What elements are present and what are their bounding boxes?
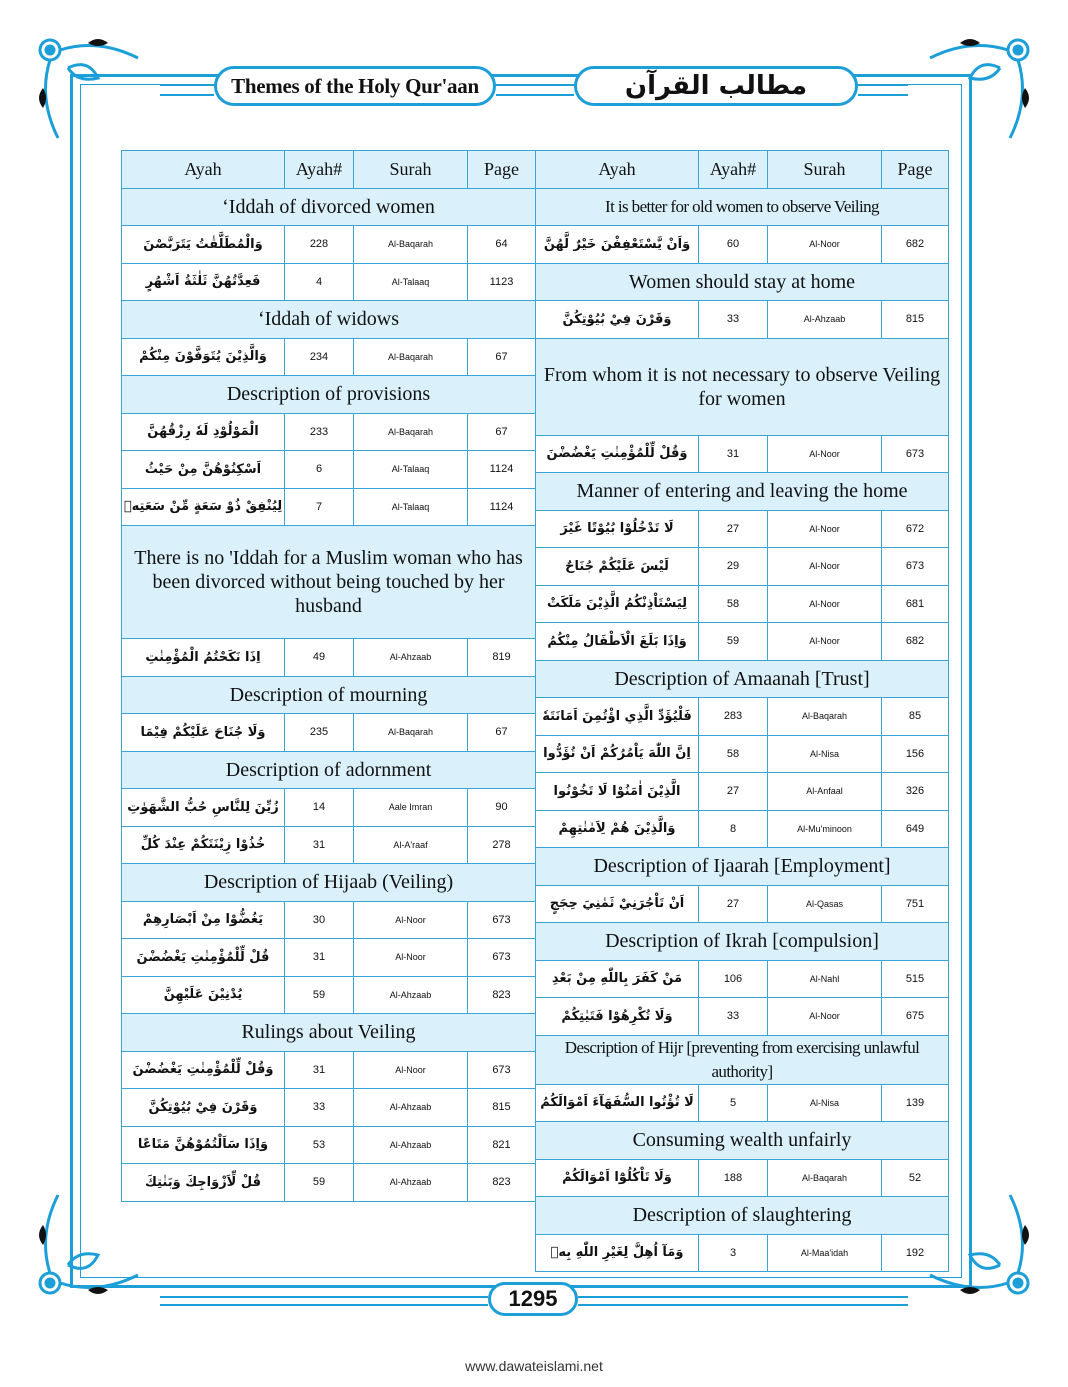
theme-heading-row (122, 864, 536, 902)
corner-ornament-icon (28, 28, 158, 158)
ayah-number: 31 (285, 939, 354, 977)
page-ref: 515 (882, 960, 949, 998)
theme-heading-row (536, 1122, 949, 1160)
page-ref: 815 (468, 1089, 536, 1127)
surah-name: Al-Baqarah (768, 1159, 882, 1197)
page-ref: 64 (468, 226, 536, 264)
ayah-number: 31 (285, 1051, 354, 1089)
theme-heading-row (122, 1014, 536, 1052)
footer-rule (160, 1296, 488, 1306)
page-ref: 278 (468, 826, 536, 864)
surah-name: Al-Noor (768, 585, 882, 623)
ayah-text: وَلَا تُكْرِهُوْا فَتَيٰتِكُمْ (536, 998, 699, 1036)
ayah-number: 53 (285, 1126, 354, 1164)
ayah-number: 27 (699, 885, 768, 923)
page-ref: 673 (882, 548, 949, 586)
theme-heading: Women should stay at home (536, 263, 949, 301)
website-url: www.dawateislami.net (465, 1358, 603, 1374)
theme-heading: Consuming wealth unfairly (536, 1122, 949, 1160)
page-ref: 673 (468, 939, 536, 977)
page-ref: 682 (882, 623, 949, 661)
table-row (536, 885, 949, 923)
table-row (122, 488, 536, 526)
theme-heading: Description of provisions (122, 376, 536, 414)
theme-heading-row (536, 848, 949, 886)
theme-heading: Description of Hijr [preventing from exercising unlawful authority] (536, 1035, 949, 1084)
page-ref: 819 (468, 639, 536, 677)
theme-heading: ‘Iddah of divorced women (122, 188, 536, 226)
ayah-text: وَاِذَا سَاَلْتُمُوْهُنَّ مَتَاعًا (122, 1126, 285, 1164)
surah-name: Al-Maa'idah (768, 1234, 882, 1272)
column-header-ayah-number: Ayah# (699, 151, 768, 189)
header-rule (496, 84, 574, 96)
ayah-text: وَاِذَا بَلَغَ الْاَطْفَالُ مِنْكُمُ (536, 623, 699, 661)
surah-name: Al-Anfaal (768, 773, 882, 811)
surah-name: Al-Ahzaab (354, 1126, 468, 1164)
ayah-text: فَلْيُؤَدِّ الَّذِي اؤْتُمِنَ اَمَانَتَهٗ (536, 698, 699, 736)
ayah-number: 7 (285, 488, 354, 526)
surah-name: Al-Talaaq (354, 488, 468, 526)
page-ref: 139 (882, 1084, 949, 1122)
column-header-page: Page (882, 151, 949, 189)
ayah-text: وَقَرْنَ فِيْ بُيُوْتِكُنَّ (536, 301, 699, 339)
ayah-text: الْمَوْلُوْدِ لَهٗ رِزْقُهُنَّ (122, 413, 285, 451)
ayah-number: 59 (285, 1164, 354, 1202)
page-ref: 156 (882, 735, 949, 773)
page-ref: 673 (468, 1051, 536, 1089)
ayah-text: خُذُوْا زِيْنَتَكُمْ عِنْدَ كُلِّ (122, 826, 285, 864)
page-ref: 67 (468, 413, 536, 451)
header-rule (858, 84, 908, 96)
theme-heading-row (536, 338, 949, 435)
page-ref: 751 (882, 885, 949, 923)
page-ref: 1123 (468, 263, 536, 301)
surah-name: Al-Nisa (768, 1084, 882, 1122)
ayah-number: 6 (285, 451, 354, 489)
table-row (536, 623, 949, 661)
table-row (536, 960, 949, 998)
ayah-text: اَسْكِنُوْهُنَّ مِنْ حَيْثُ (122, 451, 285, 489)
surah-name: Al-Ahzaab (354, 1089, 468, 1127)
surah-name: Al-Noor (768, 510, 882, 548)
ayah-number: 33 (285, 1089, 354, 1127)
surah-name: Al-Ahzaab (768, 301, 882, 339)
surah-name: Al-Noor (768, 623, 882, 661)
theme-heading-row (536, 923, 949, 961)
ayah-number: 27 (699, 773, 768, 811)
surah-name: Al-Noor (768, 548, 882, 586)
page-ref: 67 (468, 338, 536, 376)
column-header-page: Page (468, 151, 536, 189)
ayah-text: يُدْنِيْنَ عَلَيْهِنَّ (122, 976, 285, 1014)
ayah-text: لِيُنْفِقْ ذُوْ سَعَةٍ مِّنْ سَعَتِهٖ (122, 488, 285, 526)
table-row (536, 735, 949, 773)
surah-name: Al-Baqarah (354, 413, 468, 451)
page-ref: 681 (882, 585, 949, 623)
ayah-number: 234 (285, 338, 354, 376)
surah-name: Al-Talaaq (354, 451, 468, 489)
ayah-number: 31 (699, 435, 768, 473)
theme-heading: Rulings about Veiling (122, 1014, 536, 1052)
ayah-number: 14 (285, 789, 354, 827)
ayah-text: قُلْ لِّلْمُؤْمِنٰتِ يَغْضُضْنَ (122, 939, 285, 977)
theme-heading-row (122, 301, 536, 339)
ayah-text: وَالْمُطَلَّقٰتُ يَتَرَبَّصْنَ (122, 226, 285, 264)
ayah-number: 228 (285, 226, 354, 264)
ayah-number: 8 (699, 810, 768, 848)
table-row (122, 1126, 536, 1164)
table-row (536, 773, 949, 811)
page-ref: 821 (468, 1126, 536, 1164)
surah-name: Al-Noor (768, 998, 882, 1036)
corner-ornament-icon (910, 28, 1040, 158)
table-row (536, 301, 949, 339)
ayah-number: 4 (285, 263, 354, 301)
surah-name: Aale Imran (354, 789, 468, 827)
surah-name: Al-Baqarah (354, 338, 468, 376)
page-ref: 90 (468, 789, 536, 827)
ayah-number: 33 (699, 998, 768, 1036)
table-row (122, 263, 536, 301)
ayah-text: الَّذِيْنَ اٰمَنُوْا لَا تَخُوْنُوا (536, 773, 699, 811)
ayah-text: وَقَرْنَ فِيْ بُيُوْتِكُنَّ (122, 1089, 285, 1127)
column-header-ayah: Ayah (122, 151, 285, 189)
ayah-number: 30 (285, 901, 354, 939)
page-ref: 673 (468, 901, 536, 939)
theme-heading: Description of Hijaab (Veiling) (122, 864, 536, 902)
ayah-text: قُلْ لِّاَزْوَاجِكَ وَبَنٰتِكَ (122, 1164, 285, 1202)
ayah-text: فَعِدَّتُهُنَّ ثَلٰثَةُ اَشْهُرٍ (122, 263, 285, 301)
page-ref: 682 (882, 226, 949, 264)
ayah-number: 59 (285, 976, 354, 1014)
column-header-ayah: Ayah (536, 151, 699, 189)
page-ref: 675 (882, 998, 949, 1036)
page-ref: 85 (882, 698, 949, 736)
page-ref: 67 (468, 714, 536, 752)
surah-name: Al-Noor (354, 901, 468, 939)
page-ref: 672 (882, 510, 949, 548)
table-row (122, 976, 536, 1014)
column-header-surah: Surah (354, 151, 468, 189)
ayah-number: 29 (699, 548, 768, 586)
ayah-text: اِنَّ اللّٰهَ يَاْمُرُكُمْ اَنْ تُؤَدُّوا (536, 735, 699, 773)
ayah-text: وَلَا تَاْكُلُوْٓا اَمْوَالَكُمْ (536, 1159, 699, 1197)
table-row (122, 451, 536, 489)
surah-name: Al-Ahzaab (354, 976, 468, 1014)
theme-heading-row (536, 660, 949, 698)
theme-heading-row (122, 676, 536, 714)
ayah-number: 233 (285, 413, 354, 451)
ayah-text: زُيِّنَ لِلنَّاسِ حُبُّ الشَّهَوٰتِ (122, 789, 285, 827)
ayah-number: 49 (285, 639, 354, 677)
ayah-text: وَالَّذِيْنَ هُمْ لِاَمٰنٰتِهِمْ (536, 810, 699, 848)
column-header-ayah-number: Ayah# (285, 151, 354, 189)
ayah-text: مَنْ كَفَرَ بِاللّٰهِ مِنْ بَعْدِ (536, 960, 699, 998)
theme-heading: Description of Amaanah [Trust] (536, 660, 949, 698)
ayah-text: يَغُضُّوْا مِنْ اَبْصَارِهِمْ (122, 901, 285, 939)
footer-rule (578, 1296, 908, 1306)
theme-heading: Manner of entering and leaving the home (536, 473, 949, 511)
page-ref: 52 (882, 1159, 949, 1197)
ayah-text: وَاَنْ يَّسْتَعْفِفْنَ خَيْرٌ لَّهُنَّ (536, 226, 699, 264)
theme-heading: Description of mourning (122, 676, 536, 714)
ayah-text: لِيَسْتَاْذِنْكُمُ الَّذِيْنَ مَلَكَتْ (536, 585, 699, 623)
ayah-text: اِذَا نَكَحْتُمُ الْمُؤْمِنٰتِ (122, 639, 285, 677)
theme-heading: Description of Ijaarah [Employment] (536, 848, 949, 886)
ayah-text: اَنْ تَاْجُرَنِيْ ثَمٰنِيَ حِجَجٍ (536, 885, 699, 923)
ayah-number: 5 (699, 1084, 768, 1122)
ayah-text: وَالَّذِيْنَ يُتَوَفَّوْنَ مِنْكُمْ (122, 338, 285, 376)
surah-name: Al-Baqarah (354, 226, 468, 264)
ayah-number: 3 (699, 1234, 768, 1272)
column-header-surah: Surah (768, 151, 882, 189)
page-ref: 1124 (468, 488, 536, 526)
table-row (122, 1089, 536, 1127)
table-row (536, 1084, 949, 1122)
ayah-text: وَلَا جُنَاحَ عَلَيْكُمْ فِيْمَا (122, 714, 285, 752)
page-number: 1295 (488, 1282, 578, 1316)
header-rule (160, 84, 214, 96)
table-row (122, 639, 536, 677)
ayah-text: وَقُلْ لِّلْمُؤْمِنٰتِ يَغْضُضْنَ (122, 1051, 285, 1089)
theme-heading: ‘Iddah of widows (122, 301, 536, 339)
table-row (122, 338, 536, 376)
table-row (536, 1159, 949, 1197)
table-row (122, 413, 536, 451)
surah-name: Al-Nisa (768, 735, 882, 773)
ayah-number: 33 (699, 301, 768, 339)
table-row (536, 1234, 949, 1272)
table-row (122, 789, 536, 827)
page-ref: 326 (882, 773, 949, 811)
theme-heading: Description of adornment (122, 751, 536, 789)
page-ref: 1124 (468, 451, 536, 489)
ayah-text: لَيْسَ عَلَيْكُمْ جُنَاحٌ (536, 548, 699, 586)
table-row (536, 585, 949, 623)
surah-name: Al-Talaaq (354, 263, 468, 301)
surah-name: Al-Qasas (768, 885, 882, 923)
table-row (122, 714, 536, 752)
page-ref: 649 (882, 810, 949, 848)
page-ref: 192 (882, 1234, 949, 1272)
ayah-number: 58 (699, 585, 768, 623)
table-row (536, 548, 949, 586)
ayah-number: 188 (699, 1159, 768, 1197)
table-row (536, 435, 949, 473)
theme-heading: It is better for old women to observe Veiling (536, 188, 949, 226)
surah-name: Al-Baqarah (768, 698, 882, 736)
surah-name: Al-Baqarah (354, 714, 468, 752)
theme-heading: Description of Ikrah [compulsion] (536, 923, 949, 961)
page-ref: 673 (882, 435, 949, 473)
ayah-number: 235 (285, 714, 354, 752)
ayah-text: لَا تَدْخُلُوْا بُيُوْتًا غَيْرَ (536, 510, 699, 548)
table-row (122, 226, 536, 264)
surah-name: Al-Mu'minoon (768, 810, 882, 848)
ayah-number: 60 (699, 226, 768, 264)
themes-table-right (535, 150, 949, 1272)
page-title-english: Themes of the Holy Qur'aan (214, 66, 496, 106)
ayah-number: 27 (699, 510, 768, 548)
theme-heading-row (536, 1035, 949, 1084)
table-row (122, 1164, 536, 1202)
themes-table-left (121, 150, 536, 1202)
theme-heading-row (536, 1197, 949, 1235)
page-ref: 823 (468, 1164, 536, 1202)
surah-name: Al-Nahl (768, 960, 882, 998)
table-row (122, 826, 536, 864)
surah-name: Al-Noor (354, 1051, 468, 1089)
table-row (122, 901, 536, 939)
theme-heading-row (122, 188, 536, 226)
theme-heading-row (122, 526, 536, 639)
ayah-number: 59 (699, 623, 768, 661)
theme-heading-row (122, 751, 536, 789)
table-row (536, 998, 949, 1036)
page-ref: 815 (882, 301, 949, 339)
surah-name: Al-A'raaf (354, 826, 468, 864)
ayah-number: 283 (699, 698, 768, 736)
theme-heading: Description of slaughtering (536, 1197, 949, 1235)
table-row (536, 810, 949, 848)
surah-name: Al-Noor (768, 226, 882, 264)
theme-heading: From whom it is not necessary to observe Veiling for women (536, 338, 949, 435)
page-title-urdu: مطالب القرآن (574, 66, 858, 106)
page-ref: 823 (468, 976, 536, 1014)
ayah-number: 31 (285, 826, 354, 864)
table-row (536, 698, 949, 736)
ayah-text: وَقُلْ لِّلْمُؤْمِنٰتِ يَغْضُضْنَ (536, 435, 699, 473)
table-row (536, 510, 949, 548)
ayah-text: وَمَآ اُهِلَّ لِغَيْرِ اللّٰهِ بِهٖ (536, 1234, 699, 1272)
surah-name: Al-Noor (354, 939, 468, 977)
theme-heading: There is no 'Iddah for a Muslim woman who has been divorced without being touched by her husband (122, 526, 536, 639)
table-row (536, 226, 949, 264)
ayah-number: 58 (699, 735, 768, 773)
theme-heading-row (122, 376, 536, 414)
table-row (122, 939, 536, 977)
surah-name: Al-Ahzaab (354, 639, 468, 677)
theme-heading-row (536, 188, 949, 226)
table-row (122, 1051, 536, 1089)
surah-name: Al-Ahzaab (354, 1164, 468, 1202)
surah-name: Al-Noor (768, 435, 882, 473)
theme-heading-row (536, 263, 949, 301)
ayah-text: لَا تُؤْتُوا السُّفَهَآءَ اَمْوَالَكُمُ (536, 1084, 699, 1122)
theme-heading-row (536, 473, 949, 511)
ayah-number: 106 (699, 960, 768, 998)
